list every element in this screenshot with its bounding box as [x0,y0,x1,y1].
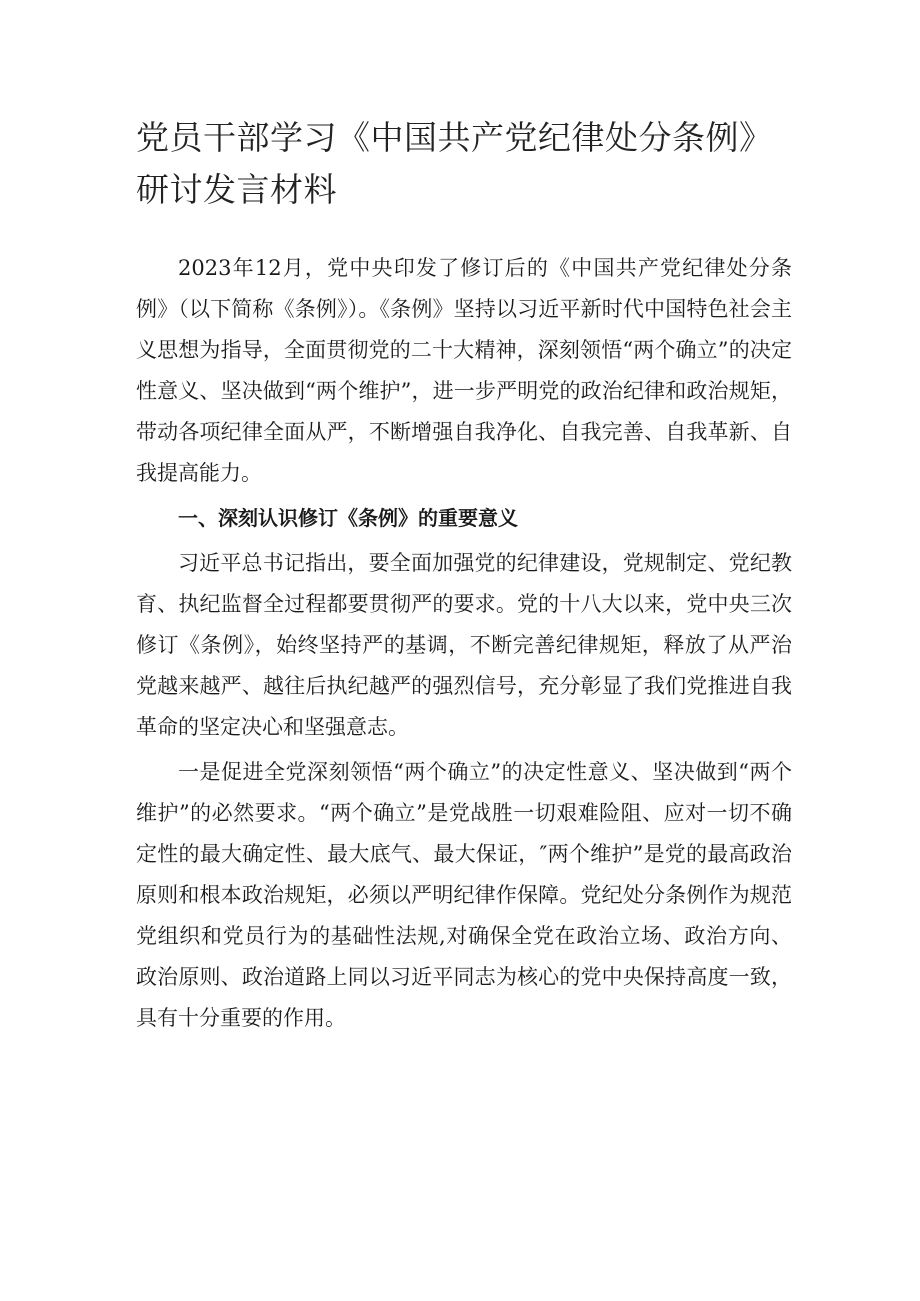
section-heading: 一、深刻认识修订《条例》的重要意义 [178,506,518,530]
body-paragraph: 习近平总书记指出，要全面加强党的纪律建设，党规制定、党纪教育、执纪监督全过程都要贯彻严的要求。党的十八大以来，党中央三次修订《条例》，始终坚持严的基调，不断完善纪律规矩，释放了从严治党越来越严、越往后执纪越严的强烈信号，充分彰显了我们党推进自我革命的坚定决心和坚强意志。 [136,551,792,739]
document-title: 党员干部学习《中国共产党纪律处分条例》研讨发言材料 [136,118,773,209]
intro-paragraph: 2023年12月，党中央印发了修订后的《中国共产党纪律处分条例》（以下简称《条例》）。《条例》坚持以习近平新时代中国特色社会主义思想为指导，全面贯彻党的二十大精神，深刻领悟“两个确立”的决定性意义、坚决做到“两个维护”，进一步严明党的政治纪律和政治规矩，带动各项纪律全面从严，不断增强自我净化、自我完善、自我革新、自我提高能力。 [136,256,792,485]
body-paragraph: 一是促进全党深刻领悟“两个确立”的决定性意义、坚决做到“两个维护”的必然要求。“两个确立”是党战胜一切艰难险阻、应对一切不确定性的最大确定性、最大底气、最大保证，″两个维护”是党的最高政治原则和根本政治规矩，必须以严明纪律作保障。党纪处分条例作为规范党组织和党员行为的基础性法规,对确保全党在政治立场、政治方向、政治原则、政治道路上同以习近平同志为核心的党中央保持高度一致，具有十分重要的作用。 [136,760,792,1030]
document-body [136,248,792,1039]
